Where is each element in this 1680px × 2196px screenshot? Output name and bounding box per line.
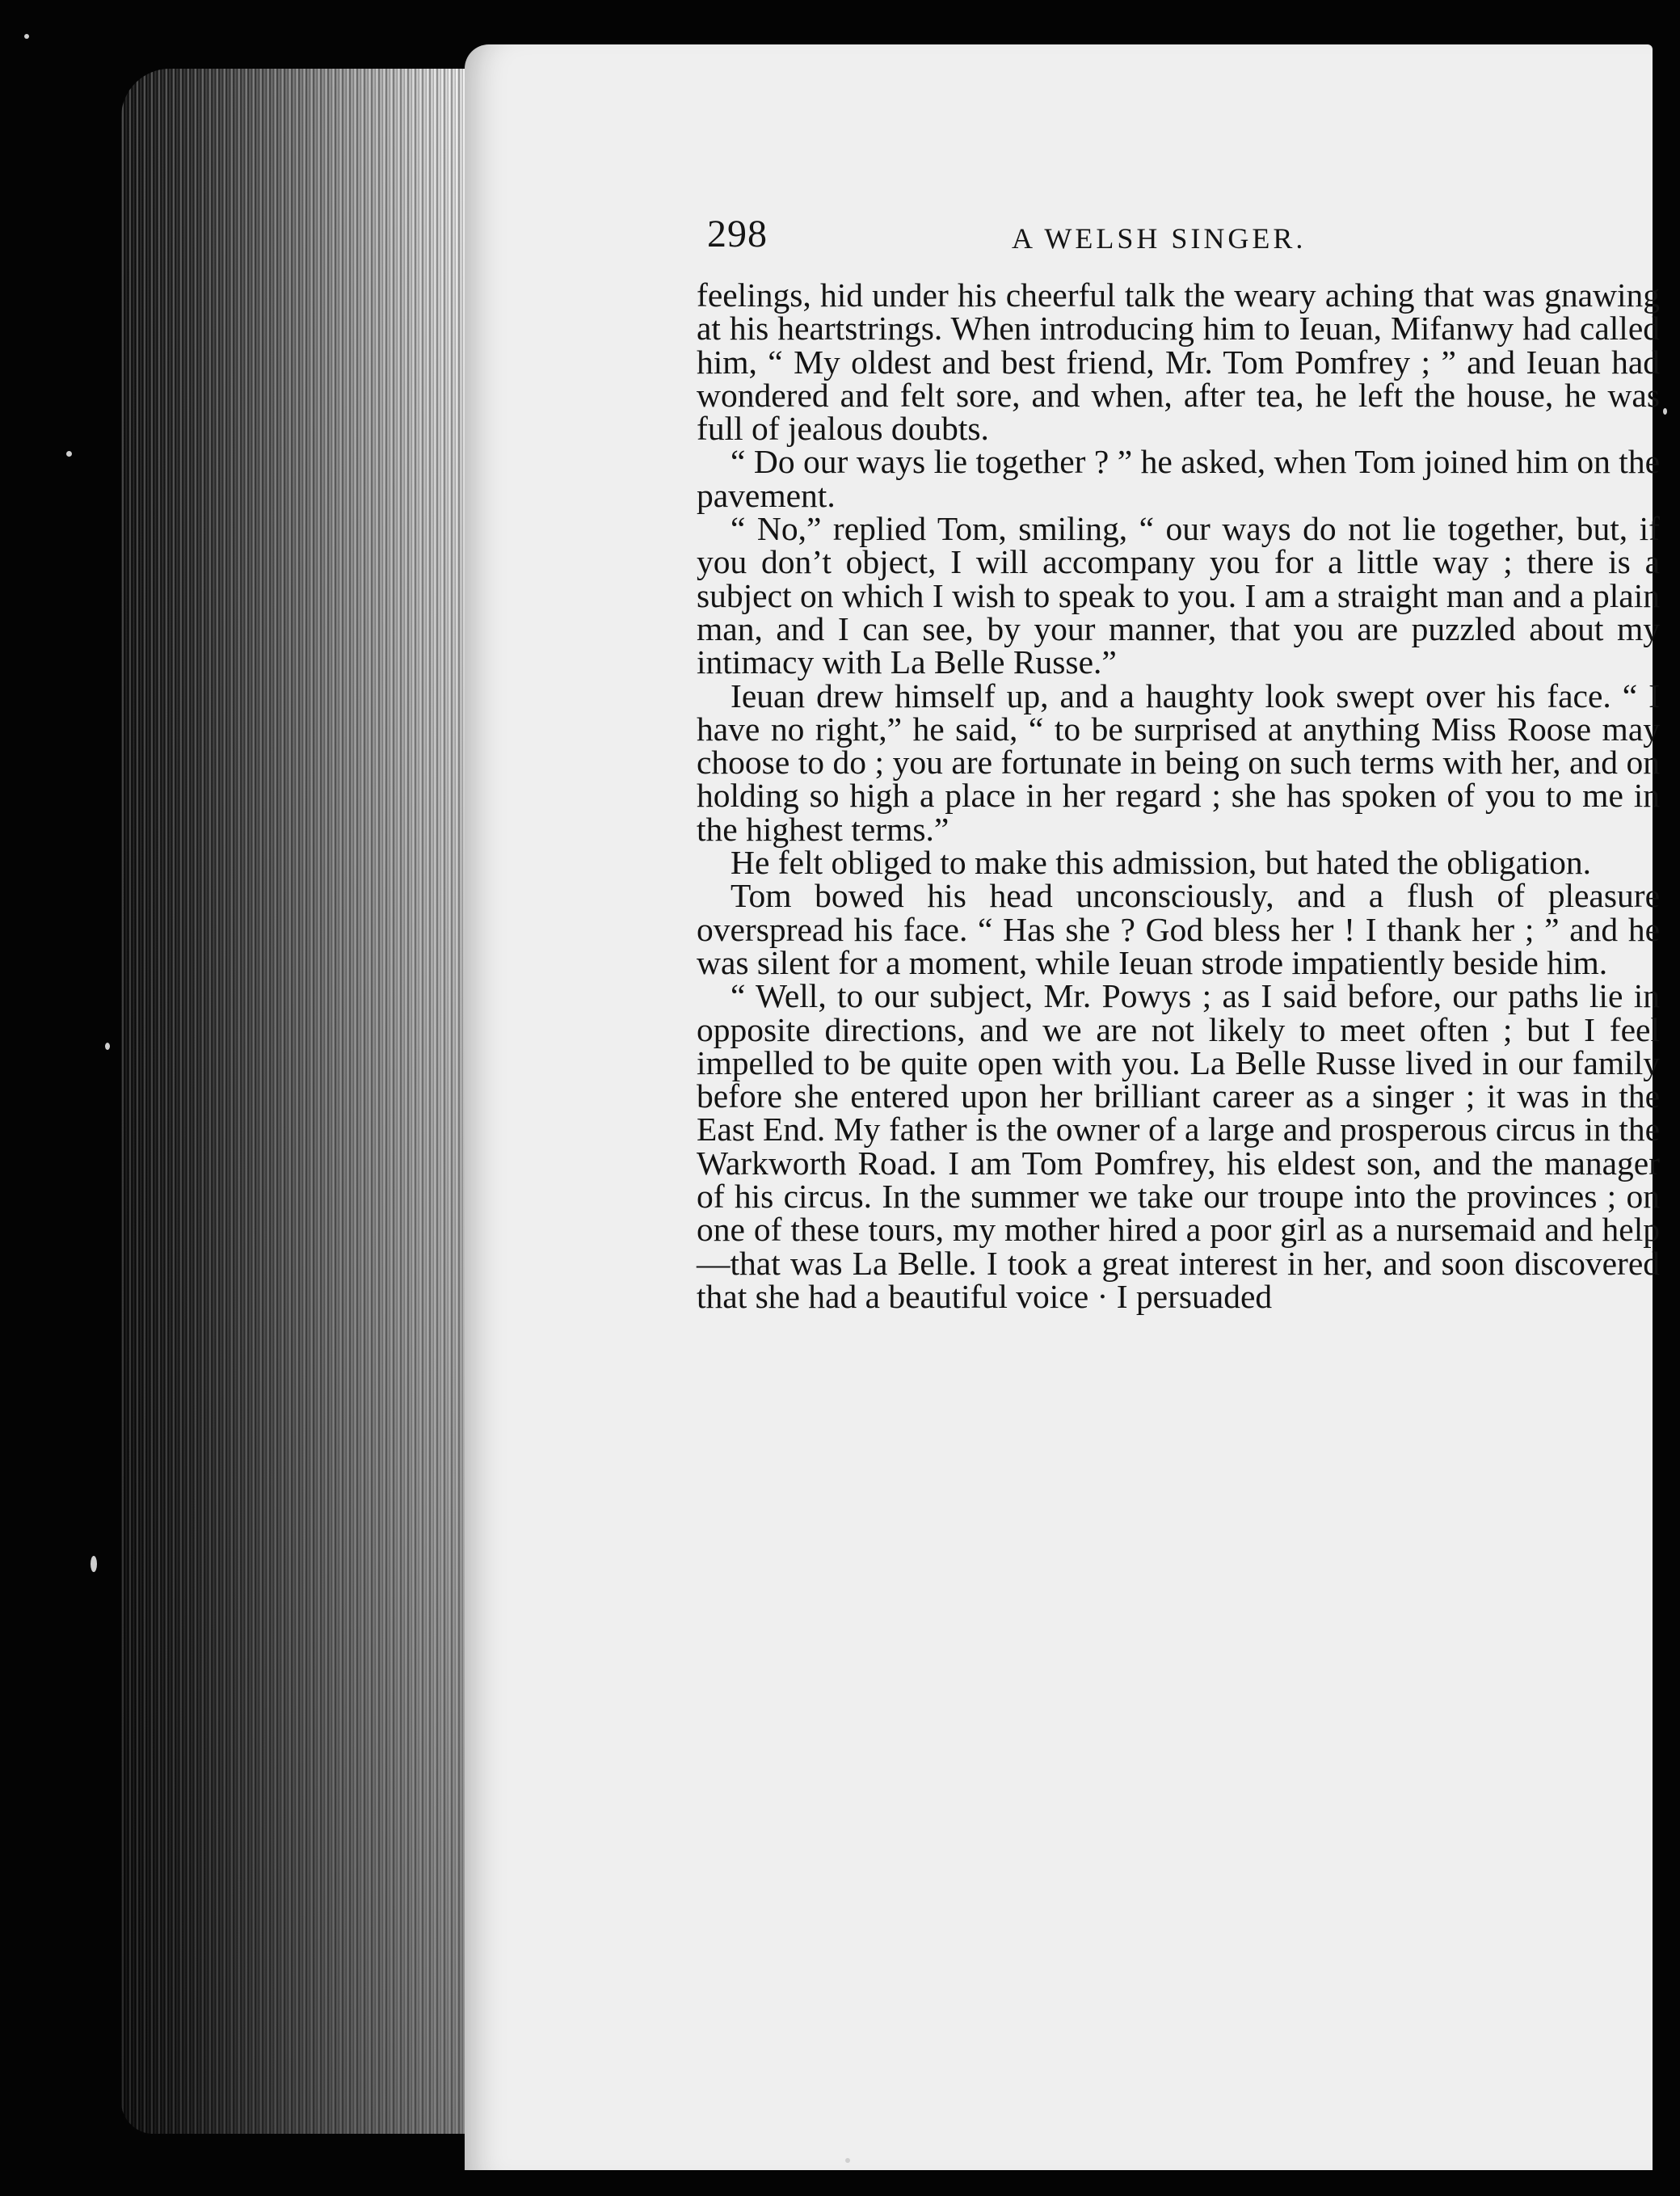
dust-speck xyxy=(91,1556,97,1572)
paragraph: “ Well, to our subject, Mr. Powys ; as I said before, our paths lie in opposite directions, and we are not likely to meet often ; but I feel impelled to be quite open with you. La Belle Russe lived in our family before she entered upon her brilliant career as a singer ; it was in the East End. My father is the owner of a large and prosperous circus in the Warkworth Road. I am Tom Pomfrey, his eldest son, and the manager of his circus. In the summer we take our troupe into the provinces ; on one of these tours, my mother hired a poor girl as a nursemaid and help—that was La Belle. I took a great interest in her, and soon discovered that she had a beautiful voice · I persuaded xyxy=(697,977,1660,1315)
page-number: 298 xyxy=(707,213,768,255)
dust-speck xyxy=(105,1043,110,1050)
dust-speck xyxy=(1663,408,1667,415)
running-head xyxy=(707,212,1661,268)
paragraph: Ieuan drew himself up, and a haughty look swept over his face. “ I have no right,” he said, “ to be surprised at anything Miss Roose may choose to do ; you are fortunate in being on such terms with her, and on holding so high a place in her regard ; she has spoken of you to me in the highest terms.” xyxy=(697,677,1660,848)
dust-speck xyxy=(24,34,29,39)
running-title: A WELSH SINGER. xyxy=(1012,222,1307,255)
paragraph: He felt obliged to make this admission, but hated the obligation. xyxy=(731,844,1591,882)
paragraph: “ No,” replied Tom, smiling, “ our ways do not lie together, but, if you don’t object, I will accompany you for a little way ; there is a subject on which I wish to speak to you. I am a straight man and a plain man, and I can see, by your manner, that you are puzzled about my intimacy with La Belle Russe.” xyxy=(697,510,1660,681)
paragraph: “ Do our ways lie together ? ” he asked, when Tom joined him on the pavement. xyxy=(697,443,1660,514)
dust-speck xyxy=(845,2158,850,2163)
body-text xyxy=(697,276,1660,1315)
paragraph: Tom bowed his head unconsciously, and a flush of pleasure overspread his face. “ Has she ? God bless her ! I thank her ; ” and he was silent for a moment, while Ieuan strode impatiently beside him. xyxy=(697,877,1660,981)
paragraph: feelings, hid under his cheerful talk the weary aching that was gnawing at his heartstrings. When introducing him to Ieuan, Mifanwy had called him, “ My oldest and best friend, Mr. Tom Pomfrey ; ” and Ieuan had wondered and felt sore, and when, after tea, he left the house, he was full of jealous doubts. xyxy=(697,276,1660,448)
dust-speck xyxy=(66,451,72,457)
page-edges-shadow xyxy=(121,69,493,2134)
